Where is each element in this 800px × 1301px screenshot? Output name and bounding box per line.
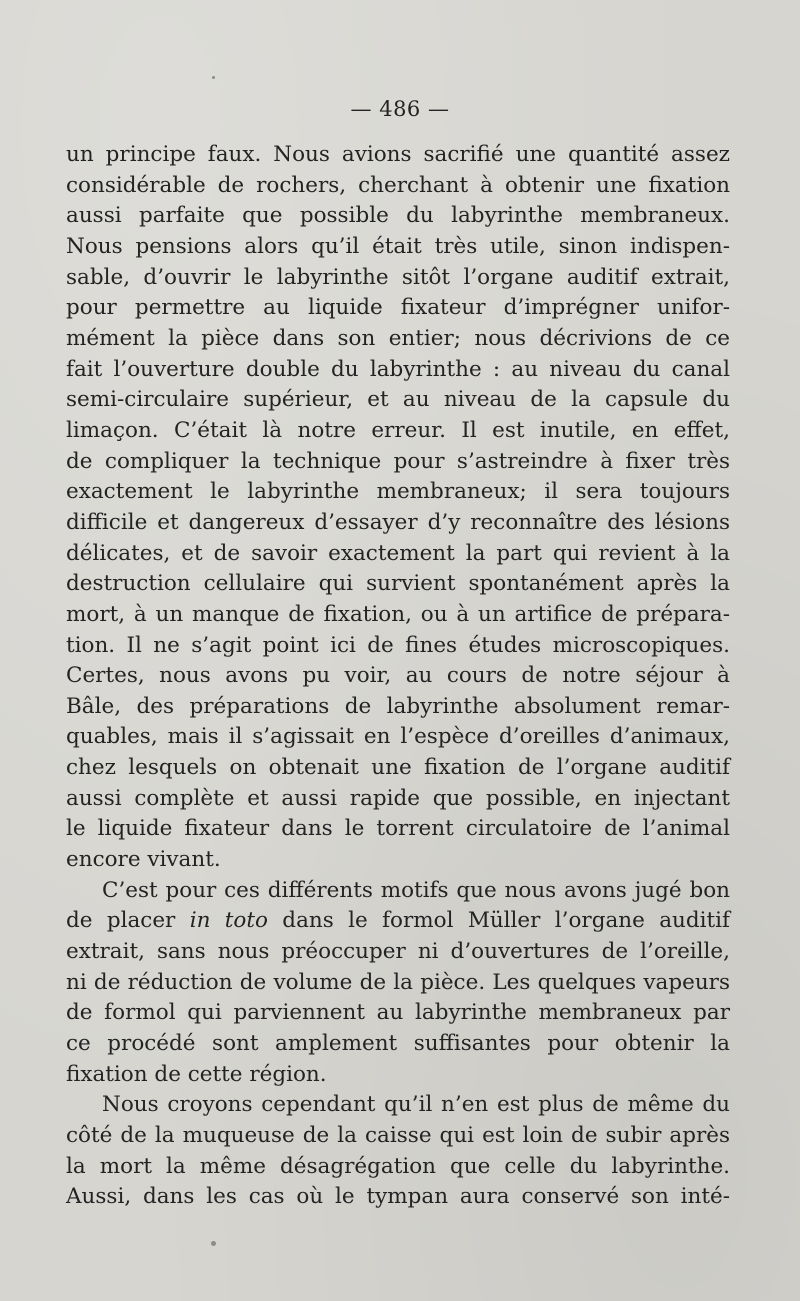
paragraph-end-line: fixation de cette région. xyxy=(66,1061,327,1087)
text-line: un principe faux. Nous avions sacrifié une quantité assez xyxy=(66,142,730,167)
text-line: semi-circulaire supérieur, et au niveau de la capsule du xyxy=(66,387,730,413)
italic-term: in toto xyxy=(189,908,268,934)
text-line: exactement le labyrinthe membraneux; il sera toujours xyxy=(66,479,730,505)
text-line: aussi complète et aussi rapide que possible, en injectant xyxy=(66,785,730,811)
paragraph-first-line: Nous croyons cependant qu’il n’en est plus de même du xyxy=(102,1092,730,1118)
text-line: fait l’ouverture double du labyrinthe : au niveau du canal xyxy=(66,356,730,382)
text-line: délicates, et de savoir exactement la part qui revient à la xyxy=(66,540,730,566)
text-line: Aussi, dans les cas où le tympan aura conservé son inté- xyxy=(66,1184,730,1210)
text-line: Certes, nous avons pu voir, au cours de notre séjour à xyxy=(66,663,730,689)
text-line: difficile et dangereux d’essayer d’y reconnaître des lésions xyxy=(66,509,730,535)
text-line: tion. Il ne s’agit point ici de fines études microscopiques. xyxy=(66,632,730,658)
text-line: côté de la muqueuse de la caisse qui est loin de subir après xyxy=(66,1123,730,1148)
text-line: la mort la même désagrégation que celle du labyrinthe. xyxy=(66,1153,730,1179)
text-line: chez lesquels on obtenait une fixation de l’organe auditif xyxy=(66,755,730,781)
text-line: extrait, sans nous préoccuper ni d’ouvertures de l’oreille, xyxy=(66,939,730,965)
paragraph-end-line: encore vivant. xyxy=(66,847,221,873)
text-line: sable, d’ouvrir le labyrinthe sitôt l’organe auditif extrait, xyxy=(66,264,730,290)
text-line: de formol qui parviennent au labyrinthe membraneux par xyxy=(66,1000,730,1026)
text-line xyxy=(66,906,730,937)
text-line: Bâle, des préparations de labyrinthe absolument remar- xyxy=(66,693,730,719)
text-line: aussi parfaite que possible du labyrinthe membraneux. xyxy=(66,203,730,229)
text-line: pour permettre au liquide fixateur d’imprégner unifor- xyxy=(66,295,730,321)
text-line: destruction cellulaire qui survient spontanément après la xyxy=(66,571,730,597)
text-fragment: de placer xyxy=(66,908,190,934)
text-line: limaçon. C’était là notre erreur. Il est inutile, en effet, xyxy=(66,417,730,443)
text-line: Nous pensions alors qu’il était très utile, sinon indispen- xyxy=(66,233,730,259)
text-fragment: dans le formol Müller l’organe auditif xyxy=(267,908,730,934)
text-line: le liquide fixateur dans le torrent circulatoire de l’animal xyxy=(66,816,730,842)
body-text xyxy=(66,140,730,1213)
text-line: ni de réduction de volume de la pièce. Les quelques vapeurs xyxy=(66,969,730,995)
paragraph-first-line: C’est pour ces différents motifs que nous avons jugé bon xyxy=(102,877,730,903)
paper-speck xyxy=(212,76,215,79)
text-line: de compliquer la technique pour s’astreindre à fixer très xyxy=(66,448,730,474)
text-line: considérable de rochers, cherchant à obtenir une fixation xyxy=(66,172,730,198)
text-line: ce procédé sont amplement suffisantes pour obtenir la xyxy=(66,1031,730,1057)
text-line: quables, mais il s’agissait en l’espèce d’oreilles d’animaux, xyxy=(66,724,730,750)
page-number: — 486 — xyxy=(350,97,450,121)
text-line: mort, à un manque de fixation, ou à un artifice de prépara- xyxy=(66,601,730,627)
paper-speck xyxy=(211,1241,216,1246)
text-line: mément la pièce dans son entier; nous décrivions de ce xyxy=(66,325,730,351)
